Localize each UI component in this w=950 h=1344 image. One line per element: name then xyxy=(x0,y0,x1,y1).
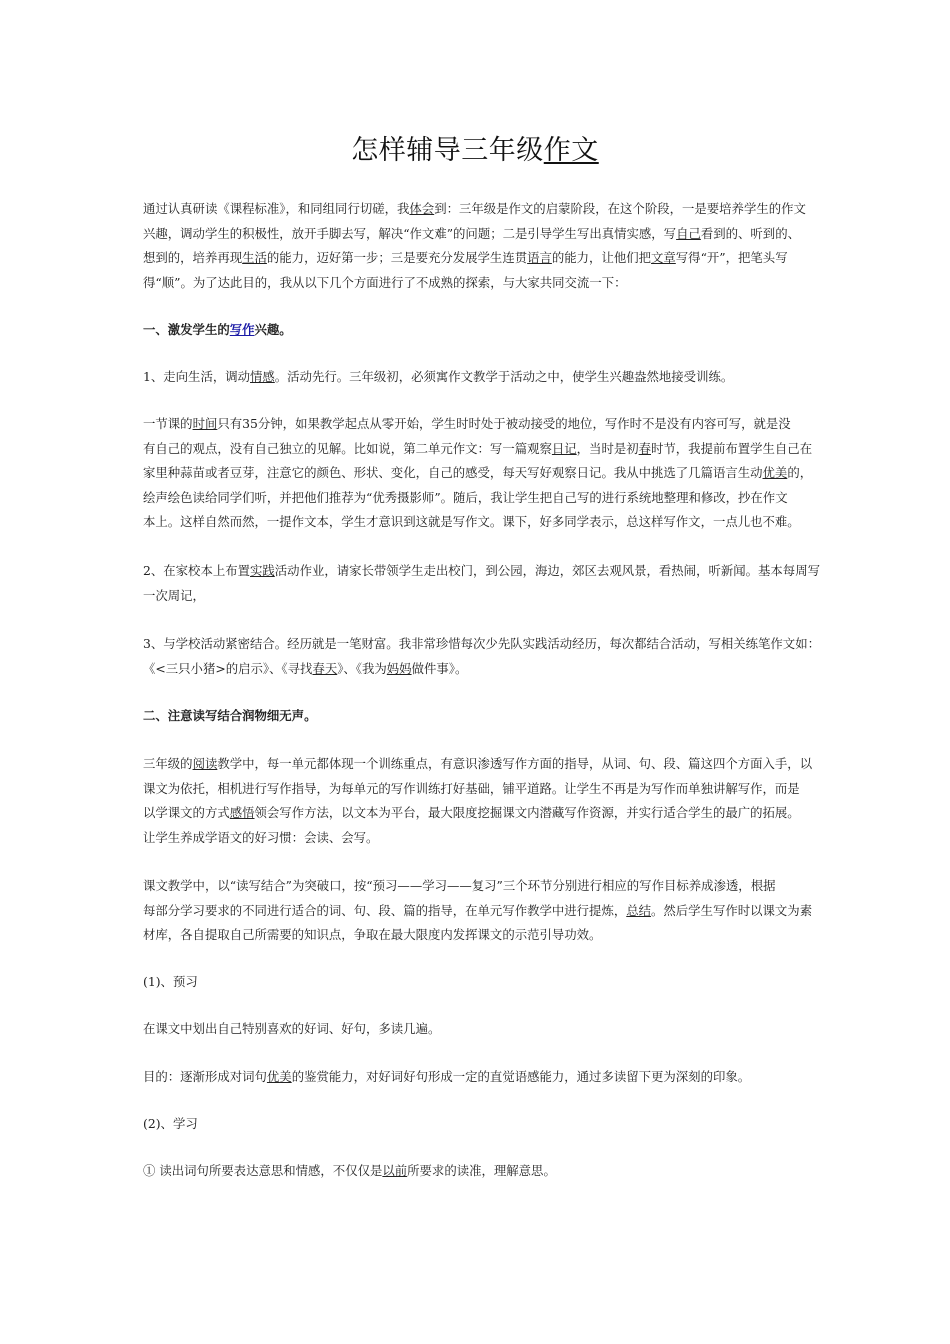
text-run: 活动作业，请家长带领学生走出校门，到公园，海边，郊区去观风景，看热闹，听新闻。基本每周写 xyxy=(274,563,820,578)
text-run: 绘声绘色读给同学们听，并把他们推荐为“优秀摄影师”。随后，我让学生把自己写的进行系统地整理和修改，抄在作文 xyxy=(143,489,788,505)
text-run: 的能力，迈好第一步；三是要充分发展学生连贯 xyxy=(266,250,528,266)
keyword-link[interactable]: 春 xyxy=(638,440,652,456)
text-run: 通过认真研读《课程标准》，和同组同行切磋，我 xyxy=(143,201,410,216)
keyword-link[interactable]: 妈妈 xyxy=(386,660,412,676)
text-line xyxy=(143,632,820,657)
keyword-link[interactable]: 感悟 xyxy=(229,805,255,821)
text-run: 想到的，培养再现 xyxy=(143,250,243,266)
paragraph-reading-writing xyxy=(143,874,813,948)
text-run: 材库，各自提取自己所需要的知识点，争取在最大限度内发挥课文的示范引导功效。 xyxy=(143,927,602,943)
text-line xyxy=(143,801,813,826)
text-run: 得“顺”。为了达此目的，我从以下几个方面进行了不成熟的探索，与大家共同交流一下： xyxy=(143,274,627,290)
text-run: 的， xyxy=(787,465,813,481)
text-run: 在课文中划出自己特别喜欢的好词、好句，多读几遍。 xyxy=(143,1021,441,1036)
text-run: 每部分学习要求的不同进行适合的词、句、段、篇的指导，在单元写作教学中进行提炼， xyxy=(143,902,627,918)
text-line xyxy=(143,1017,813,1042)
text-line xyxy=(143,437,813,462)
text-run: ，当时是初 xyxy=(576,440,639,456)
text-run: 》、《我为 xyxy=(337,660,387,676)
text-line xyxy=(143,559,820,584)
keyword-link[interactable]: 优美 xyxy=(266,1069,292,1084)
text-line xyxy=(143,246,813,271)
text-run: 教学中，每一单元都体现一个训练重点，有意识渗透写作方面的指导，从词、句、段、篇这四个方面入手，以 xyxy=(217,756,813,771)
text-run: 。活动先行。三年级初，必须寓作文教学于活动之中，使学生兴趣盎然地接受训练。 xyxy=(274,369,734,384)
paragraph-item-2 xyxy=(143,559,820,608)
page-title xyxy=(0,128,950,167)
text-line xyxy=(143,874,813,899)
text-run: 课文为依托，相机进行写作指导，为每单元的写作训练打好基础，铺平道路。让学生不再是为写作而单独讲解写作，而是 xyxy=(143,780,800,796)
subheading-preview xyxy=(143,970,813,995)
text-line xyxy=(143,752,813,777)
keyword-link[interactable]: 以前 xyxy=(382,1163,408,1178)
text-run: 领会写作方法，以文本为平台，最大限度挖掘课文内潜藏写作资源，并实行适合学生的最广的拓展。 xyxy=(254,805,800,821)
text-line xyxy=(143,486,813,511)
text-run: (2)、学习 xyxy=(143,1116,198,1131)
text-line xyxy=(143,271,813,296)
text-line xyxy=(143,657,813,682)
text-run: 兴趣。 xyxy=(254,322,292,337)
text-run: 课文教学中，以“读写结合”为突破口，按“预习——学习——复习”三个环节分别进行相应的写作目标养成渗透，根据 xyxy=(143,878,776,893)
keyword-link[interactable]: 实践 xyxy=(250,563,275,578)
paragraph-item-1 xyxy=(143,365,813,390)
keyword-link[interactable]: 写作 xyxy=(229,322,255,337)
text-run: 2、在家校本上布置 xyxy=(143,563,251,578)
text-run: 目的：逐渐形成对词句 xyxy=(143,1069,267,1084)
text-run: 看到的、听到的、 xyxy=(700,225,800,241)
paragraph-preview-goal xyxy=(143,1065,813,1090)
text-line xyxy=(143,826,813,851)
paragraph-study-1 xyxy=(143,1159,813,1184)
text-run: 一次周记， xyxy=(143,587,205,603)
text-line xyxy=(143,197,813,222)
keyword-link[interactable]: 情感 xyxy=(250,369,275,384)
text-line xyxy=(143,1159,813,1184)
text-run: 所要求的读准，理解意思。 xyxy=(407,1163,556,1178)
text-line xyxy=(143,1112,813,1137)
section-heading-2 xyxy=(143,704,813,729)
text-run: 到：三年级是作文的启蒙阶段，在这个阶段，一是要培养学生的作文 xyxy=(434,201,806,216)
text-run: 让学生养成学语文的好习惯：会读、会写。 xyxy=(143,829,379,845)
text-run: 时节，我提前布置学生自己在 xyxy=(651,440,813,456)
text-run: 的鉴赏能力，对好词好句形成一定的直觉语感能力，通过多读留下更为深刻的印象。 xyxy=(291,1069,751,1084)
text-line xyxy=(143,584,813,609)
text-run: 本上。这样自然而然，一提作文本，学生才意识到这就是写作文。课下，好多同学表示，总这样写作文，一点儿也不难。 xyxy=(143,514,800,530)
text-line xyxy=(143,365,813,390)
title-link-text[interactable]: 作文 xyxy=(543,135,599,166)
paragraph-item-3 xyxy=(143,632,820,681)
subheading-study xyxy=(143,1112,813,1137)
text-run: 一、激发学生的 xyxy=(143,322,230,337)
text-run: ① 读出词句所要表达意思和情感，不仅仅是 xyxy=(143,1163,383,1178)
keyword-link[interactable]: 生活 xyxy=(242,250,267,266)
keyword-link[interactable]: 文章 xyxy=(651,250,676,266)
title-text: 怎样辅导三年级 xyxy=(351,135,544,166)
text-run: 二、注意读写结合润物细无声。 xyxy=(143,708,317,723)
text-line xyxy=(143,923,813,948)
text-run: 写得“开”，把笔头写 xyxy=(675,250,788,266)
keyword-link[interactable]: 自己 xyxy=(676,225,701,241)
text-line xyxy=(143,1065,813,1090)
keyword-link[interactable]: 总结 xyxy=(626,902,652,918)
keyword-link[interactable]: 语言 xyxy=(527,250,552,266)
keyword-link[interactable]: 春天 xyxy=(312,660,338,676)
text-run: 的能力，让他们把 xyxy=(551,250,652,266)
text-run: 以学课文的方式 xyxy=(143,805,230,821)
text-run: 家里种蒜苗或者豆芽，注意它的颜色、形状、变化，自己的感受，每天写好观察日记。我从中挑选了几篇语言生动 xyxy=(143,465,763,481)
keyword-link[interactable]: 优美 xyxy=(762,465,788,481)
section-heading-1 xyxy=(143,318,813,343)
text-run: 一节课的 xyxy=(143,416,193,431)
keyword-link[interactable]: 日记 xyxy=(551,440,577,456)
text-run: 《<三只小猪>的启示》、《寻找 xyxy=(143,660,313,676)
text-line xyxy=(143,970,813,995)
keyword-link[interactable]: 阅读 xyxy=(192,756,218,771)
text-run: 做件事》。 xyxy=(411,660,468,676)
text-run: 只有35分钟，如果教学起点从零开始，学生时时处于被动接受的地位，写作时不是没有内容可写，就是没 xyxy=(217,416,791,431)
section-heading-text xyxy=(143,318,813,343)
text-run: (1)、预习 xyxy=(143,974,198,989)
text-line xyxy=(143,412,813,437)
text-line xyxy=(143,899,813,924)
paragraph-preview-task xyxy=(143,1017,813,1042)
section-heading-text xyxy=(143,704,813,729)
text-run: 3、与学校活动紧密结合。经历就是一笔财富。我非常珍惜每次少先队实践活动经历，每次都结合活动，写相关练笔作文如： xyxy=(143,636,820,651)
paragraph-lesson-time xyxy=(143,412,813,535)
text-run: 三年级的 xyxy=(143,756,193,771)
text-line xyxy=(143,510,813,535)
text-run: 兴趣，调动学生的积极性，放开手脚去写，解决“作文难”的问题；二是引导学生写出真情实感，写 xyxy=(143,225,677,241)
paragraph-reading xyxy=(143,752,813,850)
keyword-link[interactable]: 时间 xyxy=(192,416,218,431)
text-line xyxy=(143,222,813,247)
text-run: 有自己的观点，没有自己独立的见解。比如说，第二单元作文：写一篇观察 xyxy=(143,440,552,456)
text-line xyxy=(143,461,813,486)
text-line xyxy=(143,777,813,802)
keyword-link[interactable]: 体会 xyxy=(409,201,435,216)
paragraph-intro xyxy=(143,197,813,295)
text-run: 。然后学生写作时以课文为素 xyxy=(651,902,813,918)
text-run: 1、走向生活，调动 xyxy=(143,369,251,384)
